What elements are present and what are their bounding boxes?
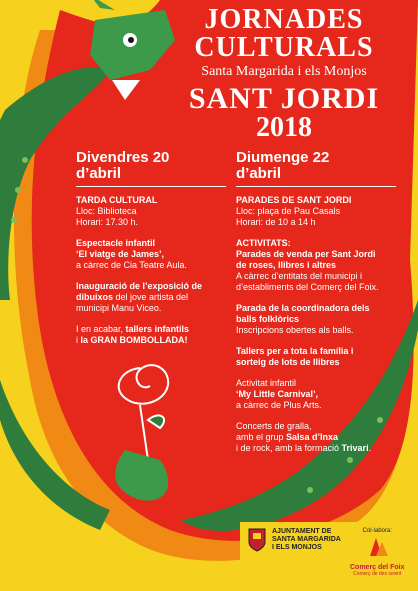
- block-title: sorteig de lots de llibres: [236, 357, 340, 367]
- block-title: ‘El viatge de James’,: [76, 249, 165, 259]
- block-line: [76, 292, 226, 303]
- block-title: Parades de venda per Sant Jordi: [236, 249, 376, 259]
- text: del jove artista del: [113, 292, 189, 302]
- title-line1: JORNADES: [204, 4, 364, 35]
- friday-day: Divendres 20: [76, 149, 170, 166]
- block-line: a càrrec de Plus Arts.: [236, 400, 322, 410]
- block-title: de roses, llibres i altres: [236, 260, 337, 270]
- tarda-cultural-block: [76, 195, 226, 228]
- bold-text: Salsa d’Inxa: [286, 432, 339, 442]
- balls-block: [236, 303, 396, 336]
- sunday-column: [236, 150, 396, 464]
- block-title: PARADES DE SANT JORDI: [236, 195, 352, 205]
- block-line: A càrrec d’entitats del municipi i: [236, 271, 363, 281]
- ajuntament-line: AJUNTAMENT DE: [272, 528, 332, 535]
- block-line: Activitat infantil: [236, 378, 297, 388]
- block-title: Espectacle infantil: [76, 238, 156, 248]
- sunday-month: d’abril: [236, 166, 396, 187]
- block-line: d’establiments del Comerç del Foix.: [236, 282, 379, 292]
- block-title: ‘My Little Carnival’,: [236, 389, 319, 399]
- subtitle: Santa Margarida i els Monjos: [201, 64, 367, 79]
- block-title: balls folklòrics: [236, 314, 300, 324]
- block-line: Inscripcions obertes als balls.: [236, 325, 354, 335]
- text: i: [76, 335, 81, 345]
- block-line: Horari: de 10 a 14 h: [236, 217, 316, 227]
- concerts-block: [236, 421, 396, 454]
- block-title: ACTIVITATS:: [236, 238, 291, 248]
- block-title: Tallers per a tota la família i: [236, 346, 354, 356]
- shield-icon: [248, 528, 266, 552]
- friday-column: [76, 150, 226, 356]
- block-line: [76, 335, 226, 346]
- text: amb el grup: [236, 432, 287, 442]
- block-line: Lloc: Biblioteca: [76, 206, 137, 216]
- block-title: TARDA CULTURAL: [76, 195, 158, 205]
- ajuntament-logo: [248, 528, 341, 552]
- text: I en acabar,: [76, 324, 126, 334]
- block-title: Inauguració de l’exposició de: [76, 281, 203, 291]
- block-line: Concerts de gralla,: [236, 421, 312, 431]
- ajuntament-line: I ELS MONJOS: [272, 544, 322, 551]
- block-line: [76, 324, 226, 335]
- comerc-name: Comerç del Foix: [350, 564, 405, 571]
- sunday-day: Diumenge 22: [236, 149, 330, 166]
- tallers-block: [76, 324, 226, 346]
- collab-label: Col·labora:: [362, 528, 392, 534]
- tallers-familia-block: [236, 346, 396, 368]
- bold-text: la GRAN BOMBOLLADA!: [80, 335, 188, 345]
- comerc-icon: [364, 534, 390, 558]
- ajuntament-name: [272, 528, 341, 552]
- event-name: SANT JORDI: [188, 82, 380, 115]
- text: .: [368, 443, 372, 453]
- bold-text: tallers infantils: [125, 324, 190, 334]
- activitat-infantil-block: [236, 378, 396, 411]
- ajuntament-line: SANTA MARGARIDA: [272, 536, 341, 543]
- block-line: [236, 432, 396, 443]
- exposicio-block: [76, 281, 226, 314]
- parades-block: [236, 195, 396, 228]
- block-line: Horari: 17.30 h.: [76, 217, 139, 227]
- block-line: Lloc: plaça de Pau Casals: [236, 206, 341, 216]
- friday-month: d’abril: [76, 166, 226, 187]
- bold-text: Trivari: [341, 443, 369, 453]
- block-line: municipi Manu Viceo.: [76, 303, 162, 313]
- espectacle-block: [76, 238, 226, 271]
- block-title: Parada de la coordinadora dels: [236, 303, 370, 313]
- block-line: [236, 443, 396, 454]
- comerc-tagline: Comerç de des sovint: [353, 571, 402, 577]
- poster-header: [150, 6, 418, 142]
- bold-text: dibuixos: [76, 292, 114, 302]
- block-line: a càrrec de Cia Teatre Aula.: [76, 260, 187, 270]
- activitats-block: [236, 238, 396, 293]
- title-line2: CULTURALS: [194, 32, 374, 63]
- text: i de rock, amb la formació: [236, 443, 342, 453]
- collab-logo: [350, 528, 404, 577]
- event-year: 2018: [256, 112, 312, 143]
